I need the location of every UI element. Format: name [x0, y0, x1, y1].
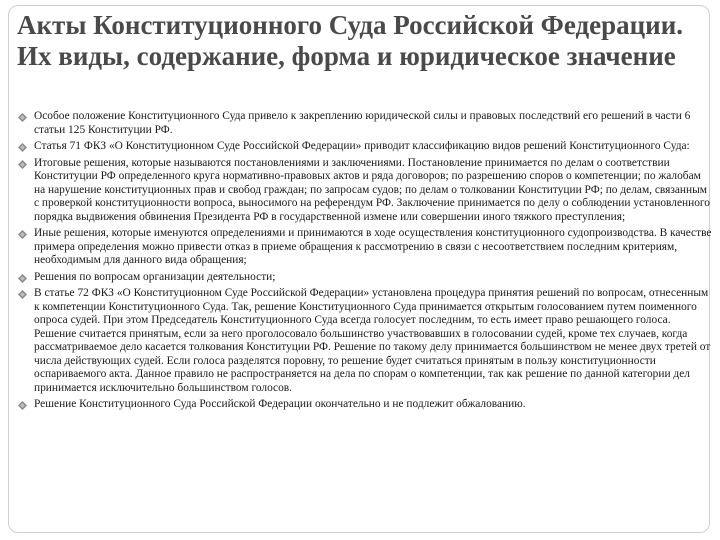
diamond-bullet-icon: [18, 230, 27, 239]
list-item-text: В статье 72 ФКЗ «О Конституционном Суде Российской Федерации» установлена процедура принятия решений по вопросам, отнесенным к компетенции Конституционного Суда. Так, решение Конституционного Суда принимается открытым голосованием путем поименного опроса судей. При этом Председатель Конституционного Суда всегда голосует последним, то есть имеет право решающего голоса. Решение считается принятым, если за него проголосовало большинство участвовавших в голосовании судей, кроме тех случаев, когда рассматриваемое дело касается толкования Конституции РФ. Решение по такому делу принимается большинством не менее двух третей от числа действующих судей. Если голоса разделятся поровну, то решение будет считаться принятым в пользу конституционности оспариваемого акта. Данное правило не распространяется на дела по спорам о компетенции, так как решение по данной категории дел принимается исключительно большинством голосов.: [34, 287, 711, 394]
list-item-text: Особое положение Конституционного Суда привело к закреплению юридической силы и правовых последствий его решений в части 6 статьи 125 Конституции РФ.: [34, 110, 691, 136]
list-item: [18, 287, 712, 395]
diamond-bullet-icon: [18, 160, 27, 169]
list-item: [18, 140, 712, 154]
list-item-text: Иные решения, которые именуются определениями и принимаются в ходе осуществления конституционного судопроизводства. В качестве примера определения можно привести отказ в приеме обращения к рассмотрению в связи с несоответствием последним критериям, необходимым для данного вида обращения;: [34, 227, 712, 266]
diamond-bullet-icon: [18, 274, 27, 283]
diamond-bullet-icon: [18, 401, 27, 410]
list-item: [18, 227, 712, 268]
list-item: [18, 271, 712, 285]
list-item: [18, 110, 712, 137]
diamond-bullet-icon: [18, 143, 27, 152]
list-item-text: Статья 71 ФКЗ «О Конституционном Суде Российской Федерации» приводит классификацию видов решений Конституционного Суда:: [34, 140, 690, 152]
bullet-list: [18, 110, 712, 415]
diamond-bullet-icon: [18, 113, 27, 122]
slide-title: Акты Конституционного Суда Российской Федерации. Их виды, содержание, форма и юридическое значение: [17, 10, 684, 71]
list-item: [18, 398, 712, 412]
diamond-bullet-icon: [18, 290, 27, 299]
list-item-text: Решение Конституционного Суда Российской Федерации окончательно и не подлежит обжалованию.: [34, 398, 526, 410]
list-item: [18, 157, 712, 225]
list-item-text: Итоговые решения, которые называются постановлениями и заключениями. Постановление принимается по делам о соответствии Конституции РФ определенного круга нормативно-правовых актов и ряда договоров; по разрешению споров о компетенции; по жалобам на нарушение конституционных прав и свобод граждан; по запросам судов; по делам о толковании Конституции РФ; по делам, связанным с проверкой конституционности вопроса, выносимого на референдум РФ. Заключение принимается по делу о соблюдении установленного порядка выдвижения обвинения Президента РФ в государственной измене или совершении иного тяжкого преступления;: [34, 156, 710, 223]
list-item-text: Решения по вопросам организации деятельности;: [34, 270, 276, 283]
